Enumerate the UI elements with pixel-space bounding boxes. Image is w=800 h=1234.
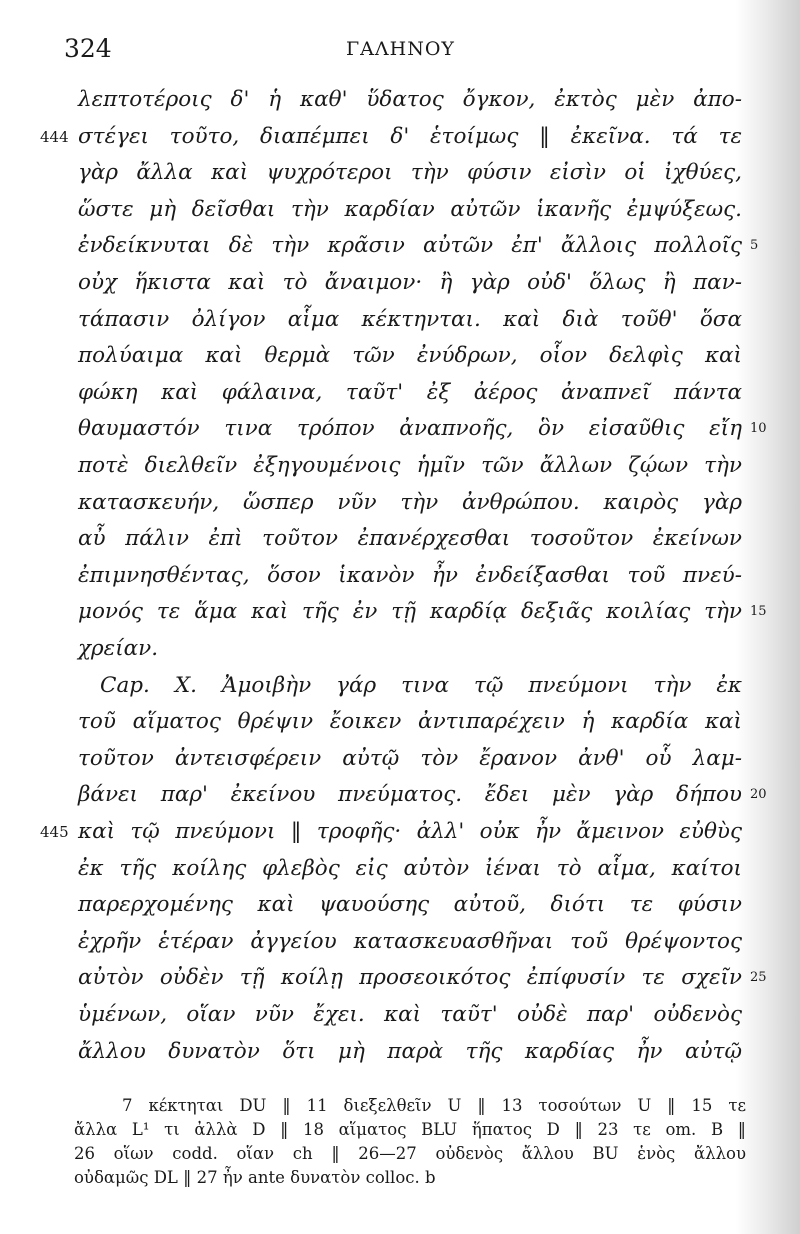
apparatus-line: 7 κέκτηται DU ‖ 11 διεξελθεῖν U ‖ 13 τοσούτων U ‖ 15 τε bbox=[122, 1096, 746, 1115]
apparatus-line: 26 οἵων codd. οἵαν ch ‖ 26—27 οὐδενὸς ἄλλου BU ἑνὸς ἄλλου bbox=[74, 1144, 746, 1163]
text-line: τάπασιν ὀλίγον αἷμα κέκτηνται. καὶ διὰ τοῦθ' ὅσα bbox=[78, 307, 742, 332]
text-line: στέγει τοῦτο, διαπέμπει δ' ἑτοίμως ‖ ἐκεῖνα. τά τε bbox=[78, 124, 742, 149]
text-line: κατασκευήν, ὥσπερ νῦν τὴν ἀνθρώπου. καιρὸς γὰρ bbox=[78, 490, 742, 515]
text-line: χρείαν. bbox=[78, 636, 159, 661]
text-line: ἐχρῆν ἑτέραν ἀγγείου κατασκευασθῆναι τοῦ θρέψοντος bbox=[78, 929, 742, 954]
text-line: βάνει παρ' ἐκείνου πνεύματος. ἔδει μὲν γὰρ δήπου bbox=[78, 782, 742, 807]
text-line: ἐπιμνησθέντας, ὅσον ἱκανὸν ἦν ἐνδείξασθαι τοῦ πνεύ- bbox=[78, 563, 742, 588]
text-line: ἐνδείκνυται δὲ τὴν κρᾶσιν αὐτῶν ἐπ' ἄλλοις πολλοῖς bbox=[78, 233, 742, 258]
text-line: οὐχ ἥκιστα καὶ τὸ ἄναιμον· ἢ γὰρ οὐδ' ὅλως ἢ παν- bbox=[78, 270, 742, 295]
text-line: ἄλλου δυνατὸν ὅτι μὴ παρὰ τῆς καρδίας ἦν αὐτῷ bbox=[78, 1039, 742, 1064]
text-line: Cap. X. Ἀμοιβὴν γάρ τινα τῷ πνεύμονι τὴν ἐκ bbox=[100, 673, 742, 698]
text-line: ποτὲ διελθεῖν ἐξηγουμένοις ἡμῖν τῶν ἄλλων ζῴων τὴν bbox=[78, 453, 742, 478]
text-line: τοῦτον ἀντεισφέρειν αὐτῷ τὸν ἔρανον ἀνθ' οὗ λαμ- bbox=[78, 746, 742, 771]
apparatus-line: οὐδαμῶς DL ‖ 27 ἦν ante δυνατὸν colloc. b bbox=[74, 1168, 436, 1187]
line-number: 15 bbox=[750, 604, 767, 619]
text-line: λεπτοτέροις δ' ἡ καθ' ὕδατος ὄγκον, ἐκτὸς μὲν ἀπο- bbox=[78, 87, 742, 112]
critical-apparatus bbox=[74, 1094, 746, 1190]
running-head: ΓΑΛΗΝΟΥ bbox=[346, 38, 455, 60]
page-header bbox=[64, 30, 744, 70]
text-line: καὶ τῷ πνεύμονι ‖ τροφῆς· ἀλλ' οὐκ ἦν ἄμεινον εὐθὺς bbox=[78, 819, 742, 844]
page-number: 324 bbox=[64, 34, 112, 63]
edition-page-marker: 445 bbox=[40, 823, 69, 841]
apparatus-line: ἄλλα L¹ τι ἀλλὰ D ‖ 18 αἵματος BLU ἥπατος D ‖ 23 τε om. B ‖ bbox=[74, 1120, 746, 1139]
line-number: 25 bbox=[750, 970, 767, 985]
text-line: φώκη καὶ φάλαινα, ταῦτ' ἐξ ἀέρος ἀναπνεῖ πάντα bbox=[78, 380, 742, 405]
line-number: 20 bbox=[750, 787, 767, 802]
line-number: 10 bbox=[750, 421, 767, 436]
text-line: τοῦ αἵματος θρέψιν ἔοικεν ἀντιπαρέχειν ἡ καρδία καὶ bbox=[78, 709, 742, 734]
edition-page-marker: 444 bbox=[40, 128, 69, 146]
text-line: αὖ πάλιν ἐπὶ τοῦτον ἐπανέρχεσθαι τοσοῦτον ἐκείνων bbox=[78, 526, 742, 551]
text-line: αὐτὸν οὐδὲν τῇ κοίλῃ προσεοικότος ἐπίφυσίν τε σχεῖν bbox=[78, 965, 742, 990]
text-line: παρερχομένης καὶ ψαυούσης αὐτοῦ, διότι τε φύσιν bbox=[78, 892, 742, 917]
text-line: ὥστε μὴ δεῖσθαι τὴν καρδίαν αὐτῶν ἱκανῆς ἐμψύξεως. bbox=[78, 197, 742, 222]
text-line: ἐκ τῆς κοίλης φλεβὸς εἰς αὐτὸν ἰέναι τὸ αἷμα, καίτοι bbox=[78, 856, 742, 881]
text-line: ὑμένων, οἵαν νῦν ἔχει. καὶ ταῦτ' οὐδὲ παρ' οὐδενὸς bbox=[78, 1002, 742, 1027]
text-line: γὰρ ἄλλα καὶ ψυχρότεροι τὴν φύσιν εἰσὶν οἱ ἰχθύες, bbox=[78, 160, 742, 185]
text-line: μονός τε ἅμα καὶ τῆς ἐν τῇ καρδίᾳ δεξιᾶς κοιλίας τὴν bbox=[78, 599, 742, 624]
text-line: πολύαιμα καὶ θερμὰ τῶν ἐνύδρων, οἷον δελφὶς καὶ bbox=[78, 343, 742, 368]
text-line: θαυμαστόν τινα τρόπον ἀναπνοῆς, ὃν εἰσαῦθις εἴη bbox=[78, 416, 742, 441]
line-number: 5 bbox=[750, 238, 759, 253]
